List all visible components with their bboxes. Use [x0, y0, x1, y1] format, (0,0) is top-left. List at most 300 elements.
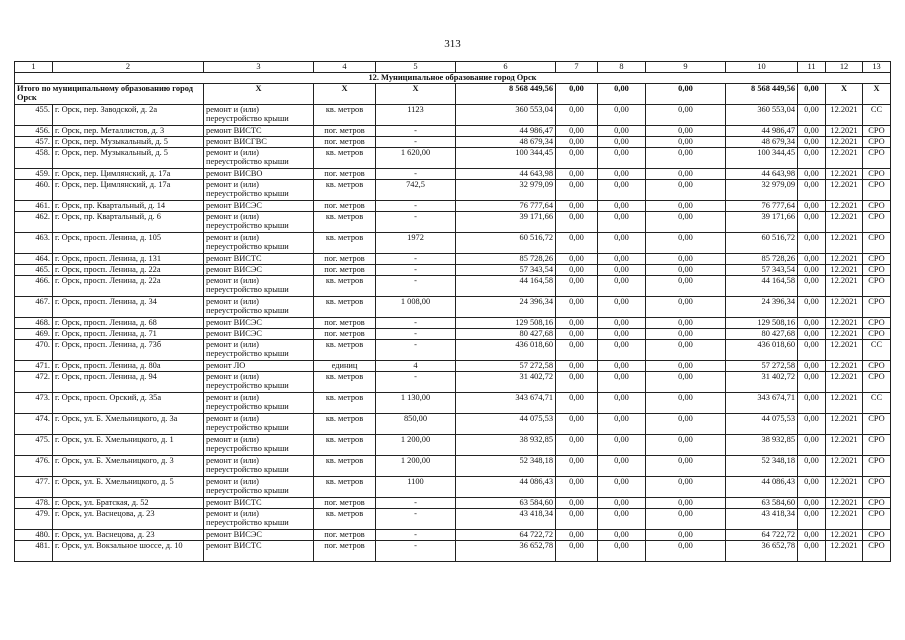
unit-cell: кв. метров — [314, 180, 376, 201]
amount-cell: 0,00 — [646, 393, 726, 414]
amount-cell: 0,00 — [598, 414, 646, 435]
quantity-cell: 1 200,00 — [376, 456, 456, 477]
unit-cell: кв. метров — [314, 509, 376, 530]
method-cell: СРО — [863, 372, 891, 393]
amount-cell: 0,00 — [646, 329, 726, 340]
amount-cell: 44 075,53 — [726, 414, 798, 435]
address-cell: г. Орск, ул. Б. Хмельницкого, д. 3а — [53, 414, 204, 435]
work-type-cell: ремонт ВИСТС — [204, 126, 314, 137]
method-cell: СРО — [863, 276, 891, 297]
amount-cell: 0,00 — [798, 361, 826, 372]
method-cell: СРО — [863, 137, 891, 148]
unit-cell: кв. метров — [314, 393, 376, 414]
date-cell: 12.2021 — [826, 148, 863, 169]
row-number: 475. — [15, 435, 53, 456]
unit-cell: единиц — [314, 361, 376, 372]
amount-cell: 0,00 — [598, 329, 646, 340]
amount-cell: 0,00 — [798, 414, 826, 435]
table-row — [15, 372, 891, 393]
cost-cell: 44 086,43 — [456, 477, 556, 498]
method-cell: СРО — [863, 498, 891, 509]
work-type-cell: ремонт и (или) переустройство крыши — [204, 340, 314, 361]
date-cell: 12.2021 — [826, 509, 863, 530]
work-type-cell: ремонт ВИСТС — [204, 541, 314, 562]
table-row — [15, 297, 891, 318]
row-number: 480. — [15, 530, 53, 541]
col-header: 4 — [314, 62, 376, 73]
amount-cell: 0,00 — [556, 340, 598, 361]
address-cell: г. Орск, пр. Квартальный, д. 6 — [53, 212, 204, 233]
amount-cell: 0,00 — [598, 265, 646, 276]
address-cell: г. Орск, пер. Цимлянский, д. 17а — [53, 169, 204, 180]
unit-cell: пог. метров — [314, 201, 376, 212]
date-cell: 12.2021 — [826, 530, 863, 541]
row-number: 461. — [15, 201, 53, 212]
quantity-cell: - — [376, 265, 456, 276]
method-cell: СС — [863, 393, 891, 414]
amount-cell: 0,00 — [598, 372, 646, 393]
amount-cell: 0,00 — [556, 541, 598, 562]
method-cell: СС — [863, 105, 891, 126]
amount-cell: 0,00 — [798, 372, 826, 393]
address-cell: г. Орск, ул. Васнецова, д. 23 — [53, 509, 204, 530]
table-row — [15, 414, 891, 435]
amount-cell: 0,00 — [646, 126, 726, 137]
amount-cell: 0,00 — [556, 297, 598, 318]
amount-cell: 0,00 — [556, 329, 598, 340]
method-cell: СРО — [863, 148, 891, 169]
quantity-cell: - — [376, 276, 456, 297]
quantity-cell: 742,5 — [376, 180, 456, 201]
amount-cell: 52 348,18 — [726, 456, 798, 477]
col-header: 7 — [556, 62, 598, 73]
cost-cell: 31 402,72 — [456, 372, 556, 393]
amount-cell: 436 018,60 — [726, 340, 798, 361]
method-cell: СРО — [863, 169, 891, 180]
amount-cell: 32 979,09 — [726, 180, 798, 201]
date-cell: 12.2021 — [826, 265, 863, 276]
method-cell: СРО — [863, 201, 891, 212]
work-type-cell: ремонт и (или) переустройство крыши — [204, 456, 314, 477]
date-cell: 12.2021 — [826, 477, 863, 498]
amount-cell: 0,00 — [598, 340, 646, 361]
unit-cell: кв. метров — [314, 276, 376, 297]
table-row — [15, 254, 891, 265]
address-cell: г. Орск, просп. Ленина, д. 71 — [53, 329, 204, 340]
cost-cell: 85 728,26 — [456, 254, 556, 265]
amount-cell: 64 722,72 — [726, 530, 798, 541]
method-cell: СРО — [863, 414, 891, 435]
address-cell: г. Орск, просп. Орский, д. 35а — [53, 393, 204, 414]
unit-cell: пог. метров — [314, 265, 376, 276]
work-type-cell: ремонт и (или) переустройство крыши — [204, 212, 314, 233]
col-header: 11 — [798, 62, 826, 73]
amount-cell: 0,00 — [598, 254, 646, 265]
amount-cell: 0,00 — [646, 201, 726, 212]
amount-cell: 0,00 — [798, 340, 826, 361]
row-number: 469. — [15, 329, 53, 340]
date-cell: 12.2021 — [826, 393, 863, 414]
amount-cell: 0,00 — [598, 276, 646, 297]
work-type-cell: ремонт ВИСТС — [204, 254, 314, 265]
date-cell: 12.2021 — [826, 137, 863, 148]
amount-cell: 0,00 — [556, 148, 598, 169]
unit-cell: кв. метров — [314, 340, 376, 361]
amount-cell: 0,00 — [798, 530, 826, 541]
table-row — [15, 530, 891, 541]
quantity-cell: - — [376, 169, 456, 180]
row-number: 465. — [15, 265, 53, 276]
unit-cell: пог. метров — [314, 318, 376, 329]
row-number: 467. — [15, 297, 53, 318]
quantity-cell: - — [376, 498, 456, 509]
amount-cell: 0,00 — [598, 233, 646, 254]
date-cell: 12.2021 — [826, 329, 863, 340]
amount-cell: 44 164,58 — [726, 276, 798, 297]
quantity-cell: - — [376, 201, 456, 212]
cost-cell: 64 722,72 — [456, 530, 556, 541]
unit-cell: пог. метров — [314, 137, 376, 148]
total-cell: X — [863, 84, 891, 105]
row-number: 457. — [15, 137, 53, 148]
cost-cell: 43 418,34 — [456, 509, 556, 530]
method-cell: СРО — [863, 477, 891, 498]
address-cell: г. Орск, просп. Ленина, д. 22а — [53, 276, 204, 297]
method-cell: СРО — [863, 509, 891, 530]
quantity-cell: - — [376, 329, 456, 340]
col-header: 3 — [204, 62, 314, 73]
cost-cell: 63 584,60 — [456, 498, 556, 509]
quantity-cell: - — [376, 530, 456, 541]
col-header: 1 — [15, 62, 53, 73]
row-number: 470. — [15, 340, 53, 361]
work-type-cell: ремонт и (или) переустройство крыши — [204, 372, 314, 393]
date-cell: 12.2021 — [826, 233, 863, 254]
work-type-cell: ремонт и (или) переустройство крыши — [204, 180, 314, 201]
amount-cell: 24 396,34 — [726, 297, 798, 318]
amount-cell: 0,00 — [798, 393, 826, 414]
cost-cell: 39 171,66 — [456, 212, 556, 233]
total-cell: X — [204, 84, 314, 105]
table-row — [15, 169, 891, 180]
column-number-row — [15, 62, 891, 73]
amount-cell: 0,00 — [646, 212, 726, 233]
method-cell: СС — [863, 340, 891, 361]
cost-cell: 76 777,64 — [456, 201, 556, 212]
amount-cell: 36 652,78 — [726, 541, 798, 562]
amount-cell: 0,00 — [556, 265, 598, 276]
method-cell: СРО — [863, 254, 891, 265]
amount-cell: 0,00 — [556, 180, 598, 201]
amount-cell: 0,00 — [598, 201, 646, 212]
date-cell: 12.2021 — [826, 201, 863, 212]
table-row — [15, 361, 891, 372]
unit-cell: кв. метров — [314, 233, 376, 254]
cost-cell: 80 427,68 — [456, 329, 556, 340]
quantity-cell: - — [376, 372, 456, 393]
date-cell: 12.2021 — [826, 105, 863, 126]
amount-cell: 0,00 — [646, 340, 726, 361]
date-cell: 12.2021 — [826, 456, 863, 477]
work-type-cell: ремонт ВИСЭС — [204, 201, 314, 212]
method-cell: СРО — [863, 530, 891, 541]
row-number: 478. — [15, 498, 53, 509]
amount-cell: 57 343,54 — [726, 265, 798, 276]
row-number: 459. — [15, 169, 53, 180]
address-cell: г. Орск, ул. Вокзальное шоссе, д. 10 — [53, 541, 204, 562]
work-type-cell: ремонт и (или) переустройство крыши — [204, 477, 314, 498]
date-cell: 12.2021 — [826, 340, 863, 361]
method-cell: СРО — [863, 541, 891, 562]
amount-cell: 0,00 — [798, 212, 826, 233]
amount-cell: 0,00 — [598, 180, 646, 201]
address-cell: г. Орск, ул. Братская, д. 52 — [53, 498, 204, 509]
amount-cell: 48 679,34 — [726, 137, 798, 148]
unit-cell: кв. метров — [314, 456, 376, 477]
method-cell: СРО — [863, 456, 891, 477]
address-cell: г. Орск, ул. Б. Хмельницкого, д. 5 — [53, 477, 204, 498]
amount-cell: 0,00 — [598, 435, 646, 456]
table-row — [15, 498, 891, 509]
amount-cell: 0,00 — [798, 297, 826, 318]
col-header: 2 — [53, 62, 204, 73]
table-row — [15, 318, 891, 329]
unit-cell: кв. метров — [314, 105, 376, 126]
amount-cell: 0,00 — [556, 169, 598, 180]
amount-cell: 0,00 — [556, 137, 598, 148]
table-row — [15, 509, 891, 530]
table-row — [15, 137, 891, 148]
method-cell: СРО — [863, 180, 891, 201]
date-cell: 12.2021 — [826, 276, 863, 297]
amount-cell: 0,00 — [556, 212, 598, 233]
total-cell: 0,00 — [556, 84, 598, 105]
amount-cell: 0,00 — [646, 456, 726, 477]
amount-cell: 0,00 — [556, 530, 598, 541]
amount-cell: 0,00 — [646, 361, 726, 372]
date-cell: 12.2021 — [826, 126, 863, 137]
table-row — [15, 456, 891, 477]
unit-cell: пог. метров — [314, 329, 376, 340]
amount-cell: 0,00 — [646, 477, 726, 498]
amount-cell: 0,00 — [598, 169, 646, 180]
amount-cell: 0,00 — [598, 137, 646, 148]
amount-cell: 44 643,98 — [726, 169, 798, 180]
col-header: 9 — [646, 62, 726, 73]
quantity-cell: 1 008,00 — [376, 297, 456, 318]
date-cell: 12.2021 — [826, 414, 863, 435]
amount-cell: 0,00 — [598, 393, 646, 414]
amount-cell: 0,00 — [598, 361, 646, 372]
amount-cell: 0,00 — [646, 180, 726, 201]
date-cell: 12.2021 — [826, 435, 863, 456]
address-cell: г. Орск, ул. Б. Хмельницкого, д. 1 — [53, 435, 204, 456]
amount-cell: 0,00 — [646, 541, 726, 562]
amount-cell: 0,00 — [798, 456, 826, 477]
address-cell: г. Орск, пер. Цимлянский, д. 17а — [53, 180, 204, 201]
table-row — [15, 340, 891, 361]
row-number: 477. — [15, 477, 53, 498]
unit-cell: пог. метров — [314, 169, 376, 180]
table-row — [15, 233, 891, 254]
col-header: 8 — [598, 62, 646, 73]
cost-cell: 57 343,54 — [456, 265, 556, 276]
work-type-cell: ремонт и (или) переустройство крыши — [204, 233, 314, 254]
quantity-cell: - — [376, 254, 456, 265]
work-type-cell: ремонт ВИСЭС — [204, 530, 314, 541]
amount-cell: 85 728,26 — [726, 254, 798, 265]
cost-cell: 60 516,72 — [456, 233, 556, 254]
amount-cell: 0,00 — [798, 105, 826, 126]
section-title: 12. Муниципальное образование город Орск — [15, 73, 891, 84]
date-cell: 12.2021 — [826, 498, 863, 509]
amount-cell: 0,00 — [556, 254, 598, 265]
amount-cell: 0,00 — [598, 477, 646, 498]
cost-cell: 36 652,78 — [456, 541, 556, 562]
row-number: 474. — [15, 414, 53, 435]
address-cell: г. Орск, пер. Музыкальный, д. 5 — [53, 137, 204, 148]
method-cell: СРО — [863, 126, 891, 137]
col-header: 12 — [826, 62, 863, 73]
amount-cell: 0,00 — [798, 233, 826, 254]
address-cell: г. Орск, просп. Ленина, д. 22а — [53, 265, 204, 276]
total-cost: 8 568 449,56 — [456, 84, 556, 105]
amount-cell: 0,00 — [798, 265, 826, 276]
amount-cell: 0,00 — [556, 276, 598, 297]
cost-cell: 52 348,18 — [456, 456, 556, 477]
row-number: 455. — [15, 105, 53, 126]
amount-cell: 0,00 — [598, 509, 646, 530]
amount-cell: 0,00 — [646, 318, 726, 329]
unit-cell: пог. метров — [314, 498, 376, 509]
work-type-cell: ремонт ВИСЭС — [204, 329, 314, 340]
quantity-cell: - — [376, 541, 456, 562]
method-cell: СРО — [863, 361, 891, 372]
amount-cell: 0,00 — [646, 530, 726, 541]
unit-cell: кв. метров — [314, 297, 376, 318]
amount-cell: 57 272,58 — [726, 361, 798, 372]
work-type-cell: ремонт и (или) переустройство крыши — [204, 297, 314, 318]
method-cell: СРО — [863, 297, 891, 318]
work-type-cell: ремонт и (или) переустройство крыши — [204, 276, 314, 297]
unit-cell: пог. метров — [314, 254, 376, 265]
table-row — [15, 180, 891, 201]
amount-cell: 43 418,34 — [726, 509, 798, 530]
address-cell: г. Орск, просп. Ленина, д. 68 — [53, 318, 204, 329]
quantity-cell: 4 — [376, 361, 456, 372]
work-type-cell: ремонт и (или) переустройство крыши — [204, 105, 314, 126]
cost-cell: 343 674,71 — [456, 393, 556, 414]
amount-cell: 80 427,68 — [726, 329, 798, 340]
amount-cell: 0,00 — [646, 297, 726, 318]
method-cell: СРО — [863, 435, 891, 456]
amount-cell: 0,00 — [556, 456, 598, 477]
amount-cell: 0,00 — [646, 105, 726, 126]
quantity-cell: 850,00 — [376, 414, 456, 435]
amount-cell: 39 171,66 — [726, 212, 798, 233]
address-cell: г. Орск, ул. Б. Хмельницкого, д. 3 — [53, 456, 204, 477]
col-header: 13 — [863, 62, 891, 73]
row-number: 458. — [15, 148, 53, 169]
work-type-cell: ремонт ЛО — [204, 361, 314, 372]
amount-cell: 0,00 — [598, 105, 646, 126]
work-type-cell: ремонт и (или) переустройство крыши — [204, 148, 314, 169]
row-number: 479. — [15, 509, 53, 530]
amount-cell: 0,00 — [598, 456, 646, 477]
amount-cell: 0,00 — [798, 126, 826, 137]
amount-cell: 0,00 — [598, 318, 646, 329]
amount-cell: 0,00 — [798, 509, 826, 530]
cost-cell: 57 272,58 — [456, 361, 556, 372]
amount-cell: 0,00 — [646, 498, 726, 509]
amount-cell: 0,00 — [556, 414, 598, 435]
table-row — [15, 126, 891, 137]
table-row — [15, 265, 891, 276]
amount-cell: 0,00 — [798, 498, 826, 509]
date-cell: 12.2021 — [826, 212, 863, 233]
unit-cell: пог. метров — [314, 530, 376, 541]
quantity-cell: - — [376, 340, 456, 361]
amount-cell: 0,00 — [598, 541, 646, 562]
date-cell: 12.2021 — [826, 169, 863, 180]
amount-cell: 0,00 — [798, 329, 826, 340]
amount-cell: 0,00 — [598, 498, 646, 509]
repair-plan-table — [14, 61, 891, 562]
table-row — [15, 541, 891, 562]
amount-cell: 31 402,72 — [726, 372, 798, 393]
quantity-cell: 1 200,00 — [376, 435, 456, 456]
total-cell: 8 568 449,56 — [726, 84, 798, 105]
method-cell: СРО — [863, 265, 891, 276]
amount-cell: 0,00 — [646, 372, 726, 393]
date-cell: 12.2021 — [826, 541, 863, 562]
total-cell: X — [376, 84, 456, 105]
amount-cell: 0,00 — [798, 318, 826, 329]
unit-cell: пог. метров — [314, 541, 376, 562]
amount-cell: 0,00 — [798, 169, 826, 180]
unit-cell: кв. метров — [314, 477, 376, 498]
work-type-cell: ремонт и (или) переустройство крыши — [204, 414, 314, 435]
amount-cell: 0,00 — [598, 530, 646, 541]
address-cell: г. Орск, ул. Васнецова, д. 23 — [53, 530, 204, 541]
unit-cell: кв. метров — [314, 148, 376, 169]
amount-cell: 0,00 — [556, 477, 598, 498]
table-row — [15, 329, 891, 340]
amount-cell: 0,00 — [798, 254, 826, 265]
cost-cell: 48 679,34 — [456, 137, 556, 148]
col-header: 6 — [456, 62, 556, 73]
amount-cell: 0,00 — [556, 509, 598, 530]
row-number: 456. — [15, 126, 53, 137]
quantity-cell: 1 130,00 — [376, 393, 456, 414]
work-type-cell: ремонт ВИСЭС — [204, 318, 314, 329]
method-cell: СРО — [863, 329, 891, 340]
amount-cell: 0,00 — [556, 233, 598, 254]
total-row — [15, 84, 891, 105]
amount-cell: 0,00 — [798, 137, 826, 148]
amount-cell: 0,00 — [646, 254, 726, 265]
total-cell: 0,00 — [598, 84, 646, 105]
table-row — [15, 393, 891, 414]
row-number: 473. — [15, 393, 53, 414]
date-cell: 12.2021 — [826, 372, 863, 393]
amount-cell: 44 986,47 — [726, 126, 798, 137]
amount-cell: 63 584,60 — [726, 498, 798, 509]
cost-cell: 38 932,85 — [456, 435, 556, 456]
date-cell: 12.2021 — [826, 254, 863, 265]
quantity-cell: - — [376, 137, 456, 148]
section-row — [15, 73, 891, 84]
